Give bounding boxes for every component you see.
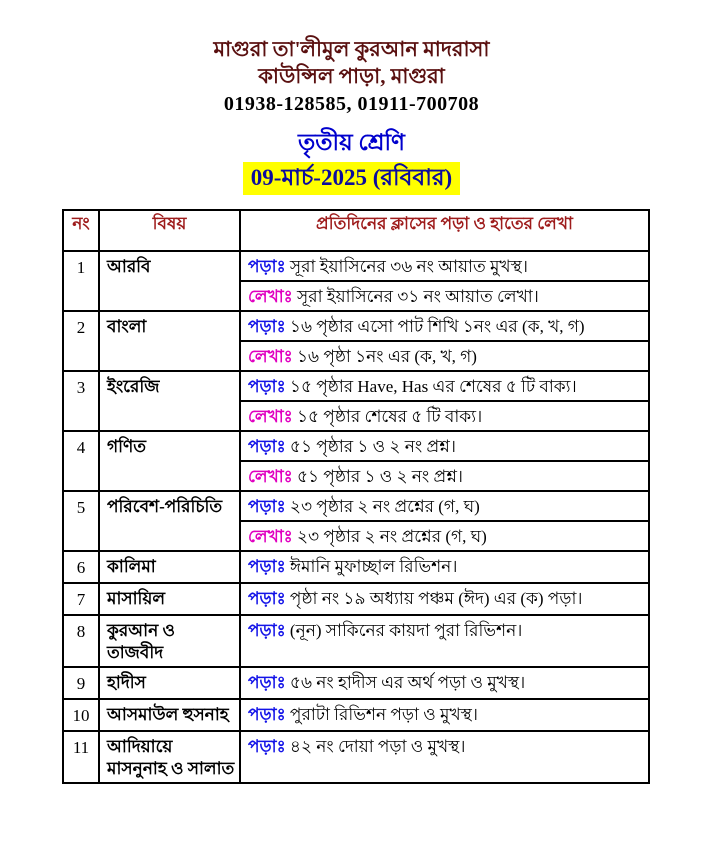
read-label: পড়াঃ (248, 317, 286, 336)
read-label: পড়াঃ (248, 705, 286, 724)
task-cell: পড়াঃ পুরাটা রিভিশন পড়া ও মুখস্থ। (240, 699, 649, 731)
table-row (63, 583, 649, 615)
document-header (0, 0, 703, 195)
subject-name: আদিয়ায়ে মাসনুনাহ ও সালাত (99, 731, 240, 783)
school-name: মাগুরা তা'লীমুল কুরআন মাদরাসা (213, 37, 490, 61)
read-label: পড়াঃ (248, 257, 286, 276)
phone-numbers: 01938-128585, 01911-700708 (223, 93, 480, 115)
row-number: 2 (63, 311, 99, 371)
task-cell: পড়াঃ ২৩ পৃষ্ঠার ২ নং প্রশ্নের (গ, ঘ) (240, 491, 649, 521)
table-row (63, 251, 649, 281)
table-row (63, 731, 649, 783)
row-number: 11 (63, 731, 99, 783)
read-label: পড়াঃ (248, 437, 286, 456)
write-label: লেখাঃ (248, 467, 293, 486)
task-cell: পড়াঃ পৃষ্ঠা নং ১৯ অধ্যায় পঞ্চম (ঈদ) এর (ক) পড়া। (240, 583, 649, 615)
read-label: পড়াঃ (248, 673, 286, 692)
class-title: তৃতীয় শ্রেণি (298, 130, 405, 155)
read-label: পড়াঃ (248, 589, 286, 608)
task-cell: পড়াঃ ১৫ পৃষ্ঠার Have, Has এর শেষের ৫ টি বাক্য। (240, 371, 649, 401)
row-number: 5 (63, 491, 99, 551)
row-number: 7 (63, 583, 99, 615)
read-label: পড়াঃ (248, 737, 286, 756)
table-row (63, 491, 649, 521)
task-cell: লেখাঃ সূরা ইয়াসিনের ৩১ নং আয়াত লেখা। (240, 281, 649, 311)
school-address: কাউন্সিল পাড়া, মাগুরা (258, 64, 445, 88)
task-cell: লেখাঃ ২৩ পৃষ্ঠার ২ নং প্রশ্নের (গ, ঘ) (240, 521, 649, 551)
write-label: লেখাঃ (248, 527, 293, 546)
task-cell: লেখাঃ ১৬ পৃষ্ঠা ১নং এর (ক, খ, গ) (240, 341, 649, 371)
task-cell: পড়াঃ ৪২ নং দোয়া পড়া ও মুখস্থ। (240, 731, 649, 783)
task-cell: পড়াঃ সূরা ইয়াসিনের ৩৬ নং আয়াত মুখস্থ। (240, 251, 649, 281)
subject-name: গণিত (99, 431, 240, 491)
write-label: লেখাঃ (248, 407, 293, 426)
subject-name: কালিমা (99, 551, 240, 583)
table-row (63, 371, 649, 401)
task-cell: লেখাঃ ৫১ পৃষ্ঠার ১ ও ২ নং প্রশ্ন। (240, 461, 649, 491)
table-row (63, 615, 649, 667)
row-number: 10 (63, 699, 99, 731)
table-row (63, 667, 649, 699)
date-row (0, 162, 703, 195)
subject-name: বাংলা (99, 311, 240, 371)
date-highlight: 09-মার্চ-2025 (রবিবার) (243, 162, 460, 195)
row-number: 9 (63, 667, 99, 699)
task-cell: লেখাঃ ১৫ পৃষ্ঠার শেষের ৫ টি বাক্য। (240, 401, 649, 431)
read-label: পড়াঃ (248, 377, 286, 396)
subject-name: আরবি (99, 251, 240, 311)
homework-table (62, 209, 650, 784)
subject-name: হাদীস (99, 667, 240, 699)
task-cell: পড়াঃ ১৬ পৃষ্ঠার এসো পাট শিখি ১নং এর (ক, খ, গ) (240, 311, 649, 341)
col-header-details: প্রতিদিনের ক্লাসের পড়া ও হাতের লেখা (240, 210, 649, 251)
task-cell: পড়াঃ ৫১ পৃষ্ঠার ১ ও ২ নং প্রশ্ন। (240, 431, 649, 461)
write-label: লেখাঃ (248, 287, 293, 306)
read-label: পড়াঃ (248, 621, 286, 640)
table-header-row (63, 210, 649, 251)
col-header-no: নং (63, 210, 99, 251)
row-number: 3 (63, 371, 99, 431)
table-row (63, 311, 649, 341)
table-row (63, 551, 649, 583)
task-cell: পড়াঃ (নূন) সাকিনের কায়দা পুরা রিভিশন। (240, 615, 649, 667)
table-row (63, 699, 649, 731)
subject-name: আসমাউল হুসনাহ (99, 699, 240, 731)
task-cell: পড়াঃ ৫৬ নং হাদীস এর অর্থ পড়া ও মুখস্থ। (240, 667, 649, 699)
write-label: লেখাঃ (248, 347, 293, 366)
row-number: 8 (63, 615, 99, 667)
subject-name: মাসায়িল (99, 583, 240, 615)
row-number: 6 (63, 551, 99, 583)
read-label: পড়াঃ (248, 557, 286, 576)
task-cell: পড়াঃ ঈমানি মুফাচ্ছাল রিভিশন। (240, 551, 649, 583)
row-number: 4 (63, 431, 99, 491)
subject-name: পরিবেশ-পরিচিতি (99, 491, 240, 551)
col-header-subject: বিষয় (99, 210, 240, 251)
row-number: 1 (63, 251, 99, 311)
subject-name: ইংরেজি (99, 371, 240, 431)
table-row (63, 431, 649, 461)
subject-name: কুরআন ও তাজবীদ (99, 615, 240, 667)
read-label: পড়াঃ (248, 497, 286, 516)
